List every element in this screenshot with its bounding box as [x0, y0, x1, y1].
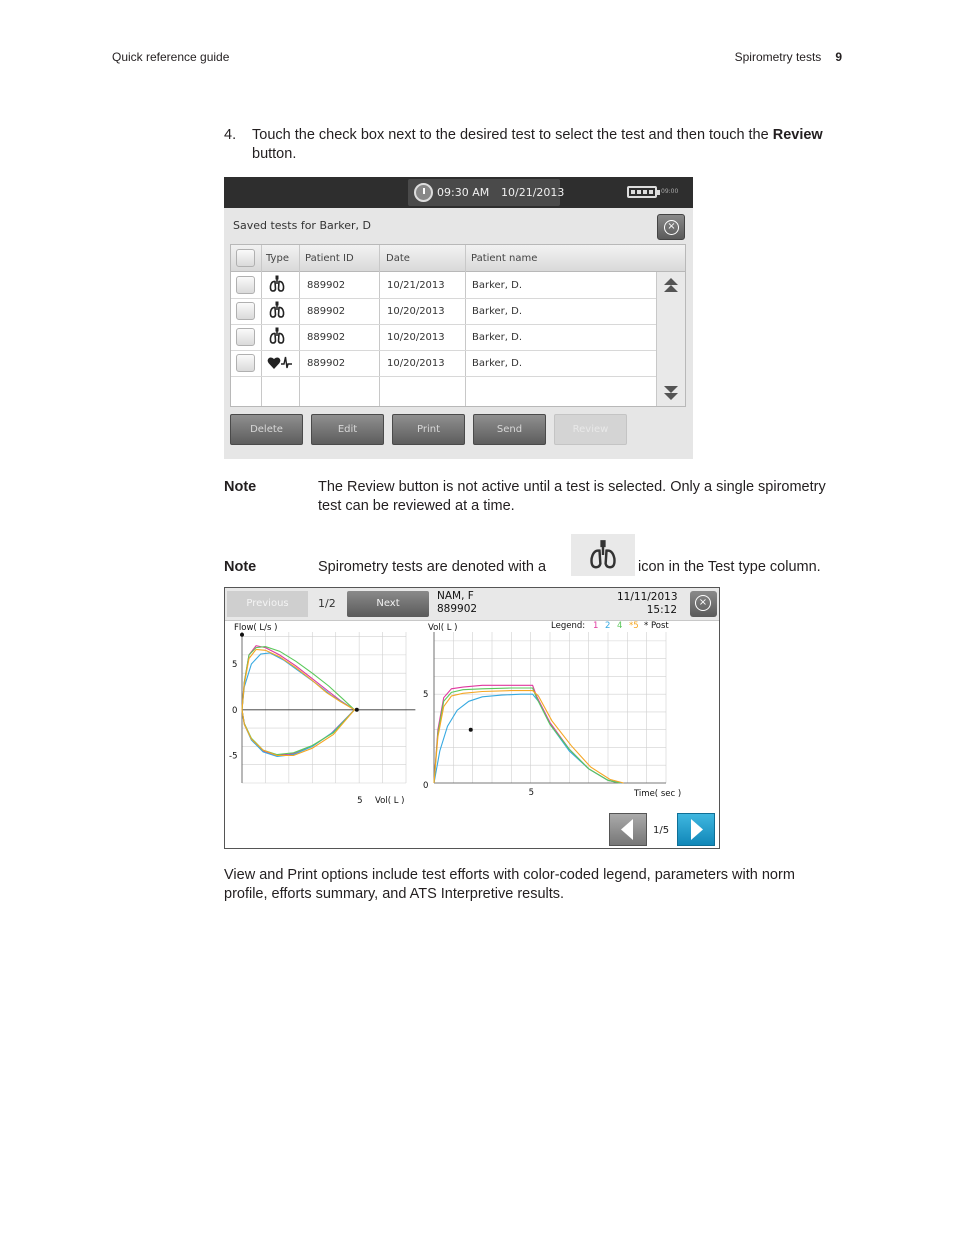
table-scrollbar[interactable] — [656, 272, 685, 406]
spirometry-graphs — [225, 621, 719, 811]
edit-button[interactable]: Edit — [311, 414, 384, 445]
ecg-heart-icon — [267, 355, 293, 371]
volume-axis-label: Vol( L ) — [375, 796, 405, 806]
date-cell: 10/20/2013 — [387, 332, 445, 343]
test-date: 11/11/2013 — [617, 591, 678, 603]
saved-tests-title: Saved tests for Barker, D — [233, 219, 371, 232]
date-cell: 10/21/2013 — [387, 280, 445, 291]
row-checkbox[interactable] — [236, 354, 255, 372]
page-indicator: 1/2 — [318, 597, 336, 610]
spirometry-review-screen — [224, 587, 720, 849]
patient-id-cell: 889902 — [307, 358, 346, 369]
flow-volume-chart — [229, 623, 415, 806]
column-header-type[interactable]: Type — [266, 253, 289, 264]
page-number: 9 — [835, 50, 842, 64]
spirometry-icon — [269, 275, 285, 293]
patient-name-cell: Barker, D. — [472, 358, 523, 369]
step-text-after: button. — [252, 146, 297, 162]
row-divider — [231, 376, 657, 377]
battery-text: 09:00 — [661, 188, 679, 195]
chevron-left-icon — [610, 814, 646, 845]
select-all-checkbox[interactable] — [236, 249, 255, 267]
saved-tests-screen — [224, 177, 693, 459]
volume-time-chart — [423, 621, 681, 799]
series-line-star5 — [242, 649, 355, 755]
note-2-text-before: Spirometry tests are denoted with a — [318, 559, 547, 575]
patient-name-cell: Barker, D. — [472, 280, 523, 291]
print-button[interactable]: Print — [392, 414, 465, 445]
patient-id-cell: 889902 — [307, 306, 346, 317]
page-header-section — [735, 50, 842, 64]
saved-tests-table — [230, 244, 686, 407]
tick-label: -5 — [229, 751, 238, 762]
status-date: 10/21/2013 — [501, 186, 565, 199]
row-divider — [231, 324, 657, 325]
date-cell: 10/20/2013 — [387, 306, 445, 317]
time-axis-label: Time( sec ) — [634, 789, 682, 799]
closing-paragraph: View and Print options include test efforts with color-coded legend, parameters with norm profile, efforts summary, and ATS Interpretive results. — [224, 867, 795, 902]
review-button[interactable]: Review — [554, 414, 627, 445]
note-2-text-after: icon in the Test type column. — [638, 559, 821, 575]
spirometry-icon — [589, 537, 617, 573]
date-cell: 10/20/2013 — [387, 358, 445, 369]
scroll-down-icon[interactable] — [662, 384, 680, 402]
spirometry-icon — [269, 327, 285, 345]
close-button[interactable] — [657, 214, 685, 240]
previous-button[interactable]: Previous — [227, 591, 308, 617]
marker-dot — [355, 708, 359, 712]
patient-name-cell: Barker, D. — [472, 332, 523, 343]
row-divider — [231, 350, 657, 351]
column-header-patient-id[interactable]: Patient ID — [305, 253, 354, 264]
series-line-4 — [434, 688, 620, 783]
step-text-before: Touch the check box next to the desired test to select the test and then touch the — [252, 127, 773, 143]
row-checkbox[interactable] — [236, 328, 255, 346]
marker-dot — [240, 633, 244, 637]
scroll-up-icon[interactable] — [662, 276, 680, 294]
close-icon: × — [664, 220, 679, 235]
chevron-right-icon — [678, 814, 714, 845]
clock-icon — [414, 183, 433, 202]
next-button[interactable]: Next — [347, 591, 429, 617]
column-divider — [261, 245, 262, 406]
column-header-date[interactable]: Date — [386, 253, 410, 264]
page-header-title: Quick reference guide — [112, 50, 230, 64]
patient-name: NAM, F — [437, 590, 474, 602]
spirometry-icon-sample — [571, 534, 635, 576]
legend-item: 2 — [605, 621, 611, 631]
previous-effort-button[interactable] — [609, 813, 647, 846]
series-line-2 — [434, 694, 622, 783]
patient-id: 889902 — [437, 603, 478, 615]
legend-label: Legend: — [551, 621, 586, 631]
series-line-4 — [242, 647, 355, 755]
volume-axis-label: Vol( L ) — [428, 623, 458, 633]
legend-item: 1 — [593, 621, 599, 631]
column-divider — [465, 245, 466, 406]
series-line-2 — [242, 653, 355, 757]
effort-indicator: 1/5 — [653, 825, 670, 836]
step-number: 4. — [224, 127, 237, 143]
row-divider — [231, 298, 657, 299]
close-icon: × — [695, 595, 711, 611]
row-checkbox[interactable] — [236, 276, 255, 294]
tick-label: 0 — [232, 705, 238, 716]
flow-axis-label: Flow( L/s ) — [234, 623, 278, 633]
battery-icon — [627, 186, 657, 198]
note-1-text: The Review button is not active until a test is selected. Only a single spirometry test can be reviewed at a time. — [318, 479, 826, 514]
test-datetime — [617, 591, 677, 617]
tick-label: 5 — [423, 690, 429, 701]
next-effort-button[interactable] — [677, 813, 715, 846]
patient-id-cell: 889902 — [307, 280, 346, 291]
legend-item: * Post — [644, 621, 669, 631]
patient-name-cell: Barker, D. — [472, 306, 523, 317]
column-divider — [379, 245, 380, 406]
status-time: 09:30 AM — [437, 186, 490, 199]
tick-label: 5 — [528, 788, 535, 798]
tick-label: 0 — [423, 781, 429, 791]
series-line-star5 — [434, 691, 624, 783]
section-title: Spirometry tests — [734, 50, 822, 64]
step-text — [252, 126, 834, 164]
test-time: 15:12 — [646, 604, 677, 616]
patient-info — [437, 590, 477, 616]
step-text-bold: Review — [772, 127, 823, 143]
step-instruction — [224, 126, 834, 164]
series-line-1 — [242, 646, 355, 756]
marker-dot — [469, 728, 473, 732]
send-button[interactable]: Send — [473, 414, 546, 445]
row-checkbox[interactable] — [236, 302, 255, 320]
legend-item: 4 — [617, 621, 623, 631]
note-2-label: Note — [224, 559, 257, 575]
tick-label: 5 — [357, 796, 363, 806]
patient-id-cell: 889902 — [307, 332, 346, 343]
spirometry-icon — [269, 301, 285, 319]
column-divider — [299, 245, 300, 406]
legend-item: *5 — [629, 621, 639, 631]
delete-button[interactable]: Delete — [230, 414, 303, 445]
column-header-patient-name[interactable]: Patient name — [471, 253, 538, 264]
note-1-label: Note — [224, 479, 257, 495]
tick-label: 5 — [232, 660, 238, 671]
close-button[interactable] — [690, 591, 717, 617]
